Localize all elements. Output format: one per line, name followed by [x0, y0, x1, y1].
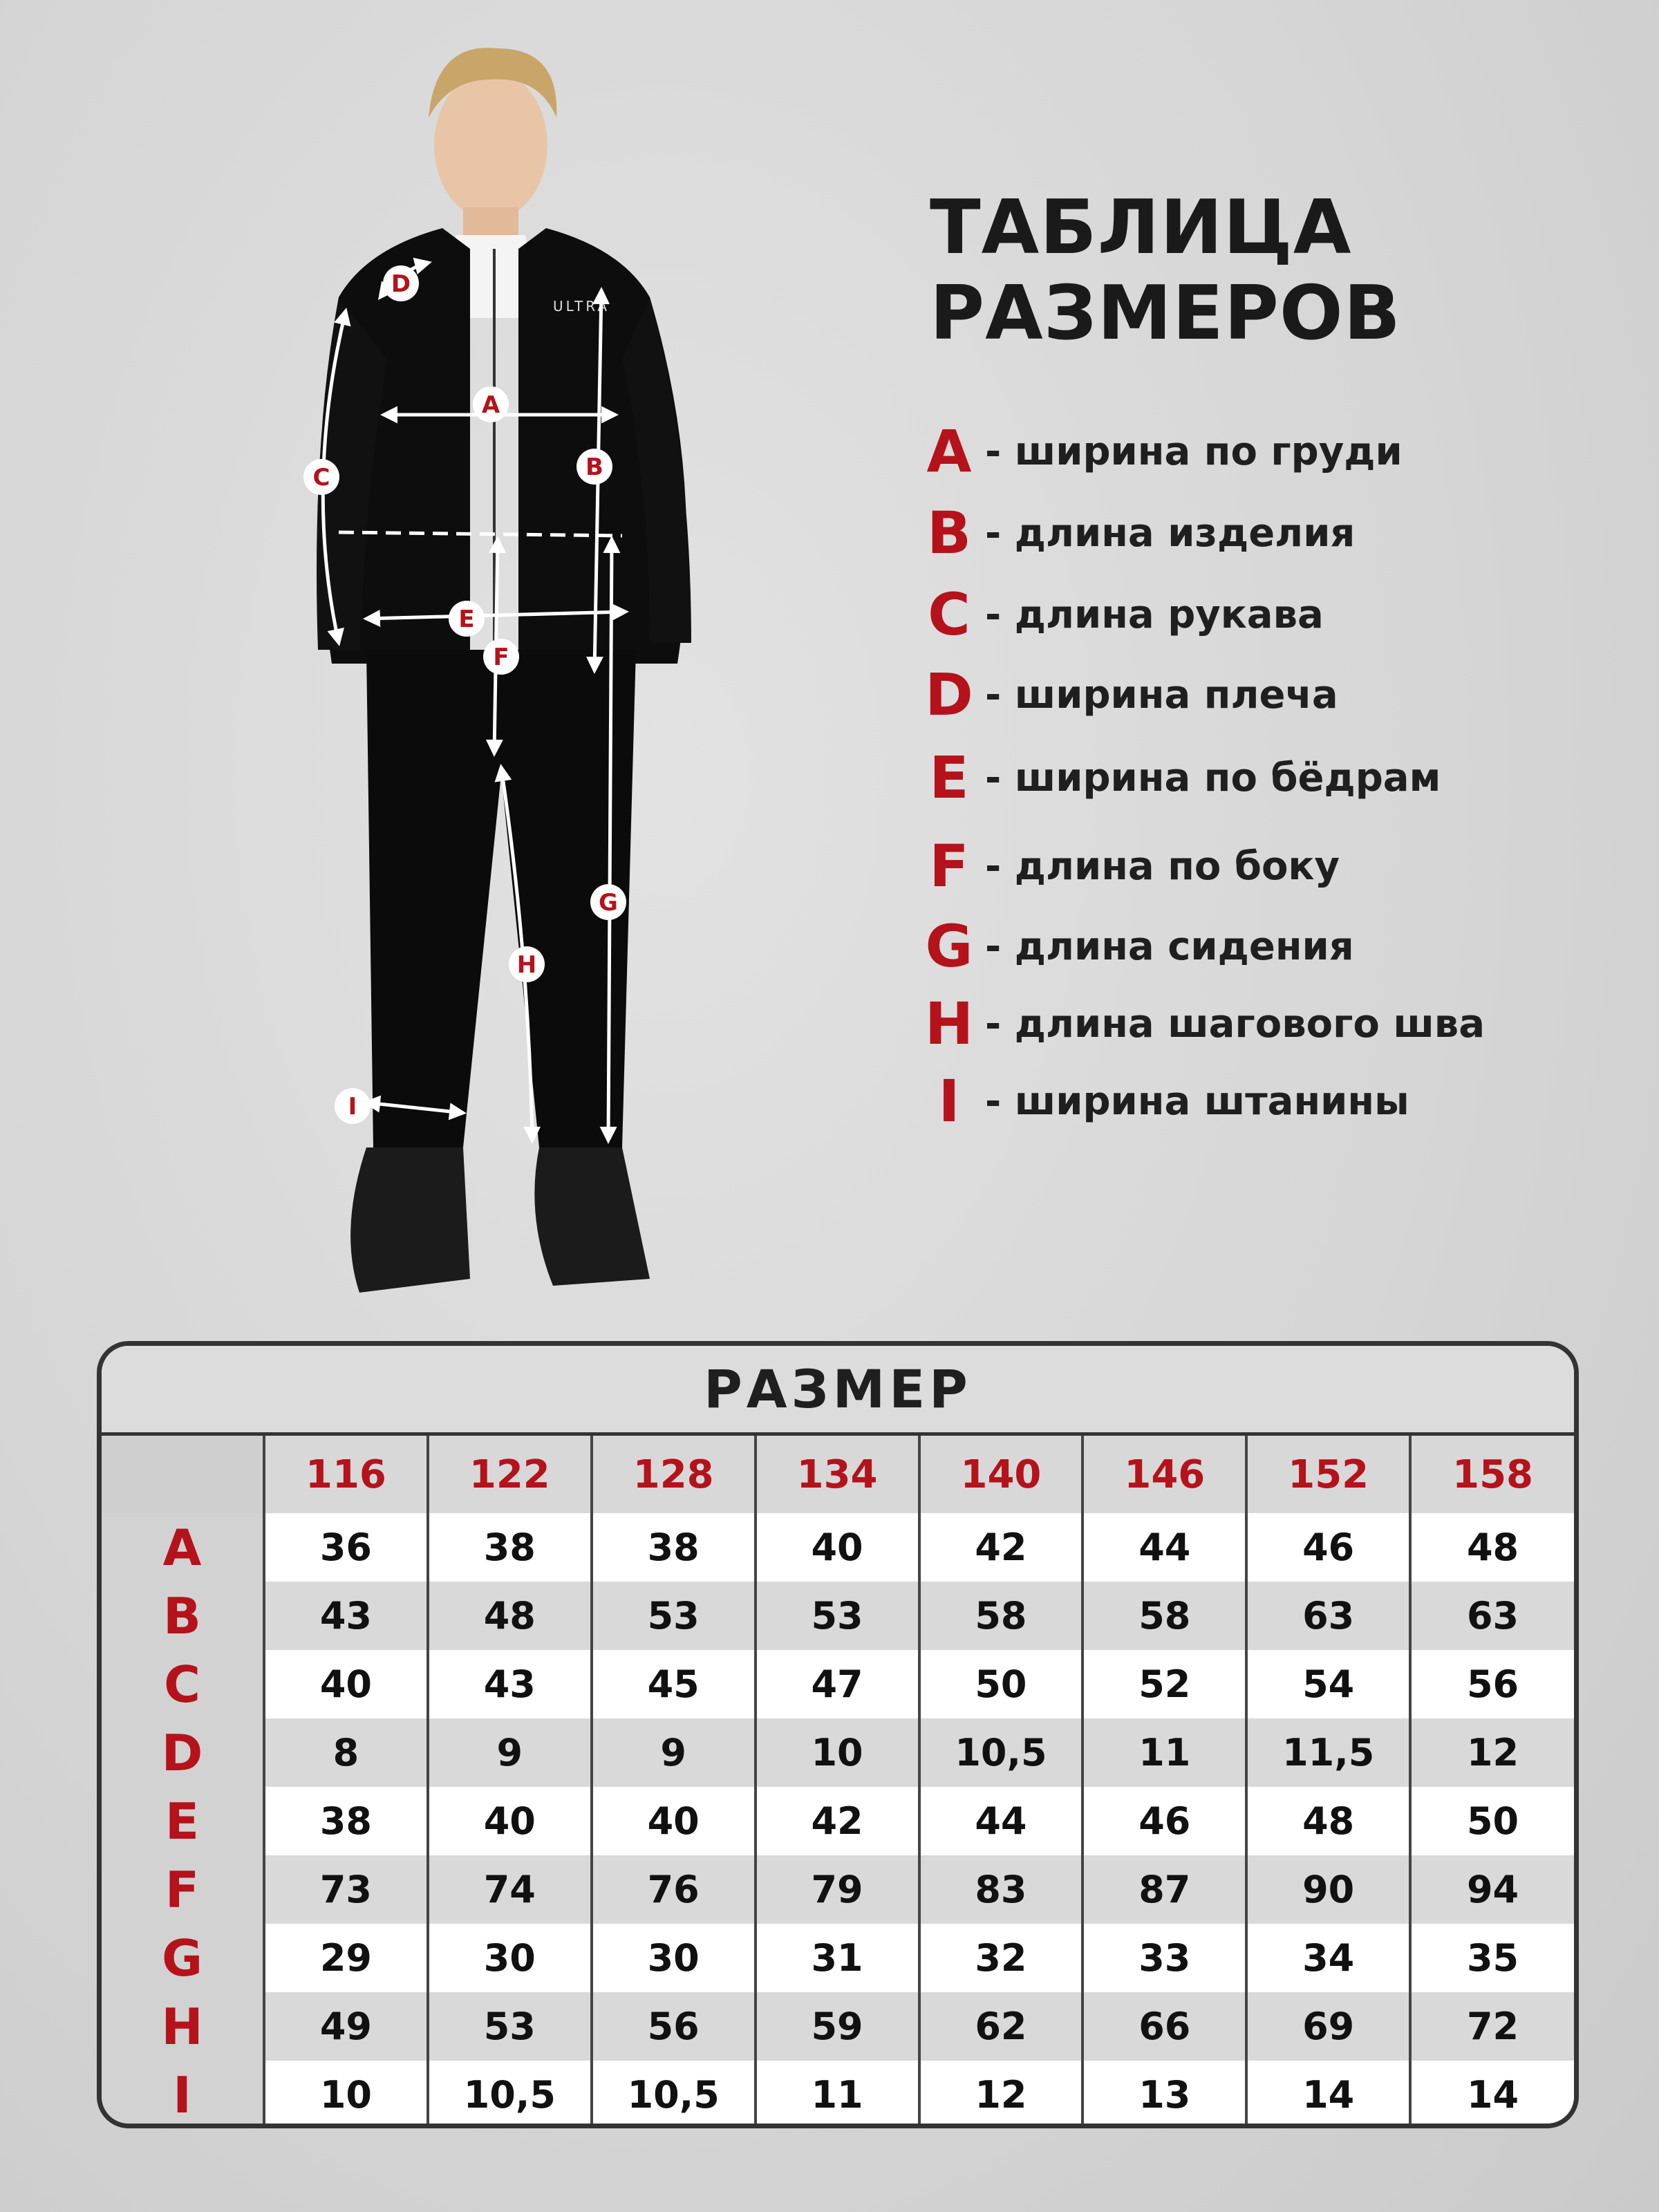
row-label: G: [102, 1924, 264, 1992]
table-cell: 11: [1082, 1718, 1246, 1787]
model-figure: [263, 0, 747, 1313]
legend-letter: F: [929, 832, 969, 900]
marker-letter: I: [348, 1093, 357, 1121]
table-cell: 46: [1082, 1787, 1246, 1855]
table-row: [102, 1718, 1574, 1787]
table-cell: 33: [1082, 1924, 1246, 1992]
legend-text: - ширина плеча: [985, 672, 1338, 718]
table-cell: 30: [428, 1924, 592, 1992]
table-cell: 35: [1410, 1924, 1574, 1992]
table-cell: 58: [919, 1582, 1083, 1650]
table-cell: 13: [1082, 2061, 1246, 2128]
legend-letter: A: [926, 418, 972, 485]
legend-row-i: [923, 1063, 1409, 1139]
table-cell: 9: [592, 1718, 756, 1787]
table-cell: 10,5: [428, 2061, 592, 2128]
row-label: H: [102, 1992, 264, 2061]
table-cell: 43: [264, 1582, 428, 1650]
table-cell: 53: [592, 1582, 756, 1650]
table-cell: 38: [592, 1513, 756, 1582]
marker-letter: C: [312, 464, 330, 491]
table-cell: 53: [428, 1992, 592, 2061]
legend-letter: C: [928, 581, 971, 648]
table-cell: 29: [264, 1924, 428, 1992]
size-header-122: 122: [428, 1436, 592, 1513]
table-cell: 32: [919, 1924, 1083, 1992]
table-row: [102, 1855, 1574, 1924]
row-label: A: [102, 1513, 264, 1582]
table-cell: 44: [919, 1787, 1083, 1855]
table-cell: 46: [1246, 1513, 1410, 1582]
marker-letter: G: [599, 889, 618, 917]
table-cell: 59: [756, 1992, 919, 2061]
title-line-1: ТАБЛИЦА: [930, 185, 1352, 271]
legend-text: - длина изделия: [985, 510, 1356, 556]
table-cell: 36: [264, 1513, 428, 1582]
table-cell: 48: [1410, 1513, 1574, 1582]
row-label: F: [102, 1855, 264, 1924]
table-cell: 90: [1246, 1855, 1410, 1924]
legend-letter: B: [926, 499, 972, 567]
size-table: [102, 1436, 1574, 2128]
table-cell: 87: [1082, 1855, 1246, 1924]
legend-letter: D: [925, 661, 973, 729]
marker-f-icon: [483, 639, 519, 675]
table-cell: 43: [428, 1650, 592, 1718]
row-label: B: [102, 1582, 264, 1650]
table-cell: 10: [264, 2061, 428, 2128]
table-cell: 40: [264, 1650, 428, 1718]
brand-logo: ULTRA: [553, 298, 610, 315]
table-cell: 50: [919, 1650, 1083, 1718]
table-header: РАЗМЕР: [102, 1346, 1574, 1436]
marker-h-icon: [509, 946, 545, 982]
table-cell: 38: [264, 1787, 428, 1855]
marker-a-icon: [473, 386, 509, 422]
table-cell: 14: [1246, 2061, 1410, 2128]
table-cell: 74: [428, 1855, 592, 1924]
table-cell: 49: [264, 1992, 428, 2061]
legend-text: - длина шагового шва: [985, 1001, 1485, 1047]
legend-row-b: [923, 495, 1355, 571]
marker-i-icon: [335, 1088, 371, 1124]
table-row: [102, 2061, 1574, 2128]
legend-row-h: [923, 986, 1485, 1062]
legend-row-c: [923, 577, 1324, 653]
table-cell: 56: [592, 1992, 756, 2061]
table-cell: 10,5: [919, 1718, 1083, 1787]
table-cell: 56: [1410, 1650, 1574, 1718]
legend-letter: H: [924, 990, 974, 1058]
table-row: [102, 1650, 1574, 1718]
table-cell: 66: [1082, 1992, 1246, 2061]
marker-letter: D: [391, 270, 411, 298]
table-cell: 63: [1246, 1582, 1410, 1650]
row-label: C: [102, 1650, 264, 1718]
table-cell: 10: [756, 1718, 919, 1787]
size-header-134: 134: [756, 1436, 919, 1513]
legend-letter: I: [938, 1067, 960, 1135]
table-cell: 38: [428, 1513, 592, 1582]
marker-b-icon: [577, 449, 612, 485]
table-cell: 47: [756, 1650, 919, 1718]
marker-d-icon: [383, 265, 419, 301]
table-cell: 48: [428, 1582, 592, 1650]
right-shoe: [534, 1147, 650, 1286]
left-shoe: [350, 1147, 470, 1293]
table-corner: [102, 1436, 264, 1513]
table-cell: 69: [1246, 1992, 1410, 2061]
legend-row-d: [923, 657, 1338, 733]
marker-letter: B: [585, 453, 603, 481]
legend-text: - длина сидения: [985, 924, 1354, 969]
table-cell: 73: [264, 1855, 428, 1924]
table-cell: 50: [1410, 1787, 1574, 1855]
marker-letter: E: [458, 606, 475, 633]
marker-c-icon: [303, 459, 339, 495]
page-title: [930, 185, 1552, 357]
table-cell: 42: [919, 1513, 1083, 1582]
table-cell: 40: [756, 1513, 919, 1582]
table-cell: 40: [592, 1787, 756, 1855]
title-line-2: РАЗМЕРОВ: [930, 270, 1401, 357]
marker-g-icon: [590, 884, 626, 920]
table-cell: 14: [1410, 2061, 1574, 2128]
table-row: [102, 1513, 1574, 1582]
table-cell: 63: [1410, 1582, 1574, 1650]
table-cell: 48: [1246, 1787, 1410, 1855]
size-header-152: 152: [1246, 1436, 1410, 1513]
legend-letter: E: [929, 744, 969, 812]
marker-e-icon: [449, 601, 485, 637]
legend-text: - ширина по бёдрам: [985, 755, 1441, 800]
legend-row-g: [923, 908, 1354, 984]
table-cell: 30: [592, 1924, 756, 1992]
table-row: [102, 1992, 1574, 2061]
table-cell: 58: [1082, 1582, 1246, 1650]
row-label: E: [102, 1787, 264, 1855]
legend-text: - ширина штанины: [985, 1078, 1409, 1124]
size-header-146: 146: [1082, 1436, 1246, 1513]
legend-text: - длина по боку: [985, 843, 1340, 889]
marker-letter: H: [516, 951, 537, 979]
table-cell: 72: [1410, 1992, 1574, 2061]
table-cell: 83: [919, 1855, 1083, 1924]
table-cell: 11: [756, 2061, 919, 2128]
legend-row-e: [923, 740, 1441, 816]
table-cell: 31: [756, 1924, 919, 1992]
table-cell: 34: [1246, 1924, 1410, 1992]
table-row: [102, 1924, 1574, 1992]
table-cell: 10,5: [592, 2061, 756, 2128]
legend-text: - ширина по груди: [985, 429, 1403, 474]
head: [434, 71, 547, 220]
table-cell: 11,5: [1246, 1718, 1410, 1787]
table-cell: 53: [756, 1582, 919, 1650]
table-cell: 54: [1246, 1650, 1410, 1718]
table-cell: 12: [919, 2061, 1083, 2128]
table-cell: 62: [919, 1992, 1083, 2061]
size-header-116: 116: [264, 1436, 428, 1513]
marker-letter: F: [493, 644, 509, 671]
table-row: [102, 1582, 1574, 1650]
table-row: [102, 1787, 1574, 1855]
table-cell: 12: [1410, 1718, 1574, 1787]
table-cell: 94: [1410, 1855, 1574, 1924]
table-cell: 40: [428, 1787, 592, 1855]
size-header-158: 158: [1410, 1436, 1574, 1513]
row-label: I: [102, 2061, 264, 2128]
size-header-row: [102, 1436, 1574, 1513]
size-table-body: [102, 1513, 1574, 2128]
size-header-128: 128: [592, 1436, 756, 1513]
legend-row-f: [923, 828, 1340, 904]
table-cell: 76: [592, 1855, 756, 1924]
table-cell: 9: [428, 1718, 592, 1787]
table-cell: 42: [756, 1787, 919, 1855]
table-cell: 8: [264, 1718, 428, 1787]
row-label: D: [102, 1718, 264, 1787]
size-table-container: [97, 1341, 1579, 2128]
table-cell: 79: [756, 1855, 919, 1924]
table-cell: 44: [1082, 1513, 1246, 1582]
size-header-140: 140: [919, 1436, 1083, 1513]
legend-row-a: [923, 413, 1403, 489]
marker-letter: A: [481, 391, 500, 419]
table-cell: 52: [1082, 1650, 1246, 1718]
legend-letter: G: [925, 912, 973, 980]
legend-text: - длина рукава: [985, 592, 1324, 637]
table-cell: 45: [592, 1650, 756, 1718]
